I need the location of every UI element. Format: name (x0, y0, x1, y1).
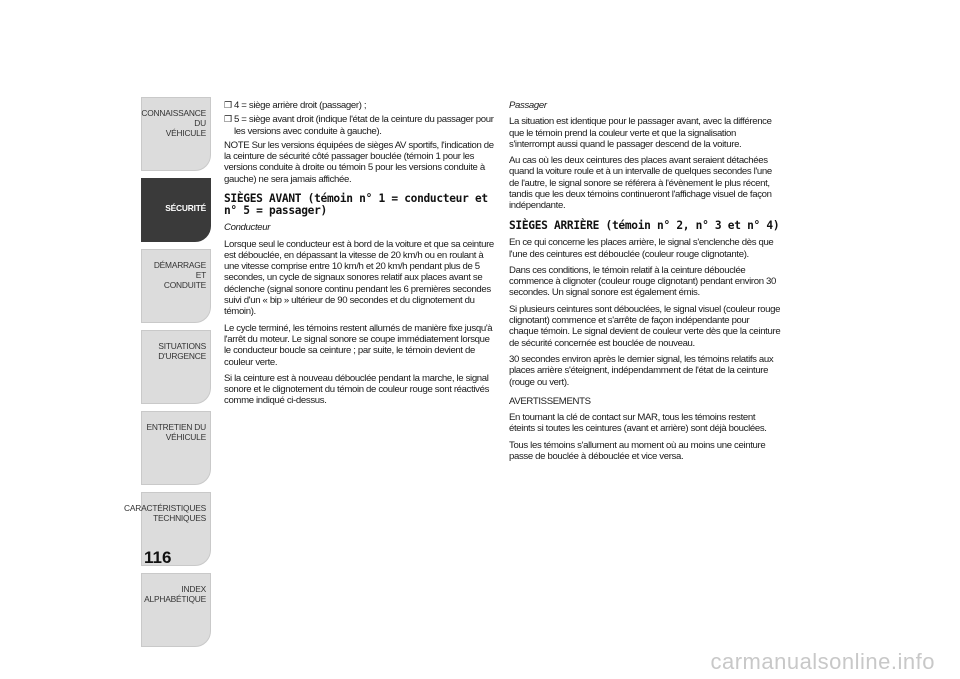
paragraph: Lorsque seul le conducteur est à bord de la voiture et que sa ceinture est débouclée, en dépassant la vitesse de 20 km/h ou en roulant à une vitesse comprise entre 10 km/h et 20 km/h pendant plus de 5 secondes, un cycle de signaux sonores relatif aux places avant se déclenche (signal sonore continu pendant les 6 premières secondes suivi d'un « bip » ultérieur de 90 secondes et du clignotement du témoin). (224, 238, 494, 318)
list-item (224, 100, 496, 111)
checkbox-bullet-icon: ❒ (224, 114, 232, 125)
paragraph: Tous les témoins s'allument au moment où au moins une ceinture passe de bouclée à débouclée et vice versa. (509, 439, 766, 463)
tab-demarrage-et-conduite[interactable]: DÉMARRAGE ET CONDUITE (141, 249, 211, 323)
list-item (224, 114, 496, 137)
page-number: 116 (144, 548, 172, 567)
tab-connaissance-du-vehicule[interactable]: CONNAISSANCE DU VÉHICULE (141, 97, 211, 171)
paragraph: Si la ceinture est à nouveau débouclée pendant la marche, le signal sonore et le clignotement du témoin de couleur rouge sont réactivés comme indiqué ci-dessus. (224, 372, 490, 407)
warnings-title: AVERTISSEMENTS (509, 395, 591, 407)
note-paragraph: NOTE Sur les versions équipées de sièges AV sportifs, l'indication de la ceinture de sécurité côté passager bouclée (témoin 1 pour les versions conduite à droite ou témoin 5 pour les versions conduite à gauche) ne sera jamais affichée. (224, 139, 494, 185)
section-heading-front-seats: SIÈGES AVANT (témoin n° 1 = conducteur et n° 5 = passager) (224, 192, 488, 217)
list-item-text: 5 = siège avant droit (indique l'état de la ceinture du passager pour les versions avec conduite à gauche). (234, 114, 494, 137)
left-column (224, 100, 496, 412)
paragraph: Au cas où les deux ceintures des places avant seraient détachées quand la voiture roule et à un intervalle de quelques secondes l'une de l'autre, le signal sonore se référera à l'évènement le plus récent, tandis que les deux témoins continueront l'affichage visuel de façon indépendante. (509, 155, 772, 212)
subheading-passenger: Passager (509, 100, 547, 111)
paragraph: 30 secondes environ après le dernier signal, les témoins relatifs aux places arrière s'éteignent, indépendamment de l'état de la ceinture (rouge ou vert). (509, 353, 774, 388)
paragraph: En ce qui concerne les places arrière, le signal s'enclenche dès que l'une des ceintures est débouclée (couleur rouge clignotante). (509, 237, 774, 260)
paragraph: Si plusieurs ceintures sont débouclées, le signal visuel (couleur rouge clignotant) commence et s'arrête de façon indépendante pour chaque témoin. Le signal devient de couleur verte dès que la ceinture de sécurité concernée est bouclée de nouveau. (509, 303, 781, 349)
tab-index-alphabetique[interactable]: INDEX ALPHABÉTIQUE (141, 573, 211, 647)
tab-caracteristiques-techniques[interactable]: CARACTÉRISTIQUES TECHNIQUES (141, 492, 211, 566)
tab-situations-d-urgence[interactable]: SITUATIONS D'URGENCE (141, 330, 211, 404)
paragraph: En tournant la clé de contact sur MAR, tous les témoins restent éteints si toutes les ceintures (avant et arrière) sont déjà bouclées. (509, 412, 767, 435)
paragraph: Le cycle terminé, les témoins restent allumés de manière fixe jusqu'à l'arrêt du moteur. Le signal sonore se coupe immédiatement lorsque le conducteur boucle sa ceinture ; par suite, le témoin devient de couleur verte. (224, 322, 493, 368)
checkbox-bullet-icon: ❒ (224, 100, 232, 110)
subheading-driver: Conducteur (224, 222, 271, 234)
tab-entretien-du-vehicule[interactable]: ENTRETIEN DU VÉHICULE (141, 411, 211, 485)
right-column (509, 100, 781, 467)
tab-securite[interactable]: SÉCURITÉ (141, 178, 211, 242)
chapter-sidebar (124, 97, 211, 654)
watermark: carmanualsonline.info (710, 649, 935, 674)
section-heading-rear-seats: SIÈGES ARRIÈRE (témoin n° 2, n° 3 et n° 4) (509, 218, 780, 232)
list-item-text: 4 = siège arrière droit (passager) ; (234, 100, 367, 111)
paragraph: Dans ces conditions, le témoin relatif à la ceinture débouclée commence à clignoter (couleur rouge clignotant) pendant environ 30 secondes. Un signal sonore est également émis. (509, 264, 777, 299)
paragraph: La situation est identique pour le passager avant, avec la différence que le témoin prend la couleur verte et que la signalisation s'interrompt aussi quand le passager descend de la voiture. (509, 116, 772, 150)
